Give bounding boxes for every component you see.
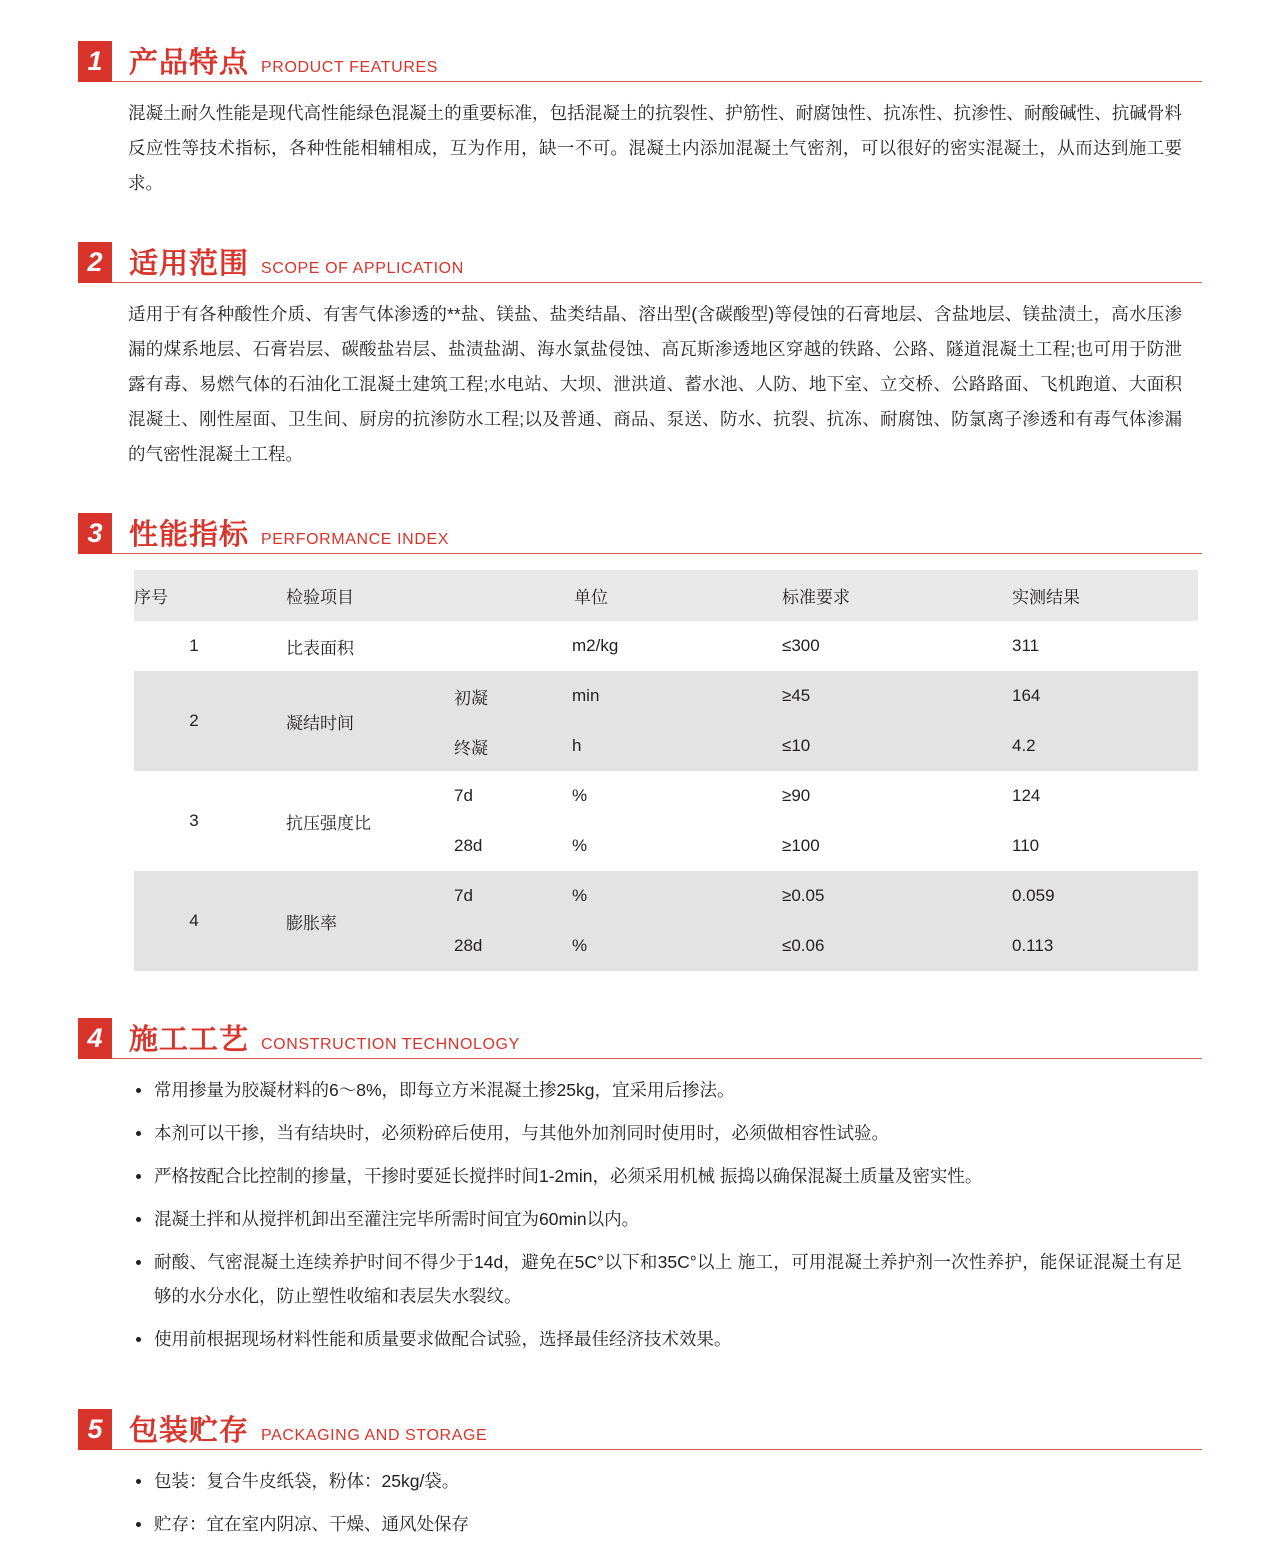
list-item: 包装：复合牛皮纸袋，粉体：25kg/袋。 <box>132 1464 1182 1498</box>
section-title-en: SCOPE OF APPLICATION <box>261 260 464 277</box>
cell-unit: % <box>572 821 782 871</box>
cell-result: 124 <box>1012 771 1198 821</box>
section-number-badge: 5 <box>78 1409 112 1450</box>
cell-sub-item: 终凝 <box>444 721 572 771</box>
cell-no: 3 <box>134 771 254 871</box>
cell-sub-item: 28d <box>444 821 572 871</box>
cell-standard: ≤10 <box>782 721 1012 771</box>
section-number-badge: 4 <box>78 1018 112 1059</box>
section-title-en: PRODUCT FEATURES <box>261 59 439 76</box>
scope-of-application-paragraph: 适用于有各种酸性介质、有害气体渗透的**盐、镁盐、盐类结晶、溶出型(含碳酸型)等侵蚀的石膏地层、含盐地层、镁盐渍土，高水压渗漏的煤系地层、石膏岩层、碳酸盐岩层、盐渍盐湖、海水氯盐侵蚀、高瓦斯渗透地区穿越的铁路、公路、隧道混凝土工程;也可用于防泄露有毒、易燃气体的石油化工混凝土建筑工程;水电站、大坝、泄洪道、蓄水池、人防、地下室、立交桥、公路路面、飞机跑道、大面积混凝土、刚性屋面、卫生间、厨房的抗渗防水工程;以及普通、商品、泵送、防水、抗裂、抗冻、耐腐蚀、防氯离子渗透和有毒气体渗漏的气密性混凝土工程。 <box>128 304 1182 464</box>
cell-unit: min <box>572 671 782 721</box>
packaging-and-storage-list <box>132 1464 1202 1541</box>
section-header-performance-index <box>78 506 1202 554</box>
section-header-scope-of-application <box>78 235 1202 283</box>
table-header-row <box>134 570 1198 621</box>
cell-no: 1 <box>134 621 254 671</box>
cell-item: 凝结时间 <box>254 671 444 771</box>
section-divider <box>112 1449 1202 1450</box>
section-title-en: PACKAGING AND STORAGE <box>261 1427 488 1444</box>
cell-item: 抗压强度比 <box>254 771 444 871</box>
list-item: 贮存：宜在室内阴凉、干燥、通风处保存 <box>132 1507 1182 1541</box>
section-title-en: PERFORMANCE INDEX <box>261 531 450 548</box>
cell-unit: % <box>572 871 782 921</box>
section-title-cn: 施工工艺 <box>129 1024 250 1056</box>
section-title-cn: 包装贮存 <box>129 1415 250 1447</box>
column-header-no: 序号 <box>134 570 254 621</box>
list-item: 常用掺量为胶凝材料的6～8%，即每立方米混凝土掺25kg，宜采用后掺法。 <box>132 1073 1182 1107</box>
list-item: 混凝土拌和从搅拌机卸出至灌注完毕所需时间宜为60min以内。 <box>132 1202 1182 1236</box>
column-header-unit: 单位 <box>572 570 782 621</box>
table-row <box>134 771 1198 821</box>
cell-standard: ≥45 <box>782 671 1012 721</box>
cell-unit: % <box>572 921 782 971</box>
cell-sub-item: 7d <box>444 871 572 921</box>
performance-table-wrapper <box>134 570 1202 971</box>
section-divider <box>112 553 1202 554</box>
section-number-badge: 3 <box>78 513 112 554</box>
cell-result: 110 <box>1012 821 1198 871</box>
cell-sub-item: 初凝 <box>444 671 572 721</box>
list-item: 本剂可以干掺，当有结块时，必须粉碎后使用，与其他外加剂同时使用时，必须做相容性试验。 <box>132 1116 1182 1150</box>
cell-item: 膨胀率 <box>254 871 444 971</box>
cell-unit: % <box>572 771 782 821</box>
section-number-badge: 2 <box>78 242 112 283</box>
section-header-construction-technology <box>78 1011 1202 1059</box>
table-row <box>134 671 1198 721</box>
cell-result: 4.2 <box>1012 721 1198 771</box>
cell-result: 311 <box>1012 621 1198 671</box>
cell-result: 0.059 <box>1012 871 1198 921</box>
section-title-cn: 适用范围 <box>129 248 250 280</box>
list-item: 使用前根据现场材料性能和质量要求做配合试验，选择最佳经济技术效果。 <box>132 1322 1182 1356</box>
section-divider <box>112 282 1202 283</box>
cell-unit: m2/kg <box>572 621 782 671</box>
column-header-standard: 标准要求 <box>782 570 1012 621</box>
product-features-paragraph: 混凝土耐久性能是现代高性能绿色混凝土的重要标准，包括混凝土的抗裂性、护筋性、耐腐蚀性、抗冻性、抗渗性、耐酸碱性、抗碱骨料反应性等技术指标，各种性能相辅相成，互为作用，缺一不可。混凝土内添加混凝土气密剂，可以很好的密实混凝土，从而达到施工要求。 <box>128 103 1182 193</box>
cell-no: 4 <box>134 871 254 971</box>
cell-unit: h <box>572 721 782 771</box>
cell-result: 0.113 <box>1012 921 1198 971</box>
section-title-cn: 产品特点 <box>129 47 250 79</box>
document-page <box>0 34 1280 1541</box>
section-header-packaging-and-storage <box>78 1402 1202 1450</box>
section-number-badge: 1 <box>78 41 112 82</box>
section-divider <box>112 1058 1202 1059</box>
cell-standard: ≥0.05 <box>782 871 1012 921</box>
section-title-en: CONSTRUCTION TECHNOLOGY <box>261 1036 520 1053</box>
construction-technology-list <box>132 1073 1202 1356</box>
list-item: 耐酸、气密混凝土连续养护时间不得少于14d，避免在5C°以下和35C°以上 施工，可用混凝土养护剂一次性养护，能保证混凝土有足够的水分水化，防止塑性收缩和表层失水裂纹。 <box>132 1245 1182 1313</box>
performance-index-table <box>134 570 1198 971</box>
cell-item: 比表面积 <box>254 621 444 671</box>
cell-standard: ≤0.06 <box>782 921 1012 971</box>
cell-result: 164 <box>1012 671 1198 721</box>
cell-sub-item: 7d <box>444 771 572 821</box>
table-row <box>134 621 1198 671</box>
cell-standard: ≥90 <box>782 771 1012 821</box>
section-divider <box>112 81 1202 82</box>
column-header-result: 实测结果 <box>1012 570 1198 621</box>
column-header-item: 检验项目 <box>254 570 572 621</box>
section-title-cn: 性能指标 <box>129 519 250 551</box>
section-header-product-features <box>78 34 1202 82</box>
table-body <box>134 621 1198 971</box>
cell-sub-item <box>444 621 572 671</box>
cell-no: 2 <box>134 671 254 771</box>
cell-standard: ≥100 <box>782 821 1012 871</box>
list-item: 严格按配合比控制的掺量，干掺时要延长搅拌时间1-2min，必须采用机械 振捣以确保混凝土质量及密实性。 <box>132 1159 1182 1193</box>
cell-standard: ≤300 <box>782 621 1012 671</box>
table-row <box>134 871 1198 921</box>
cell-sub-item: 28d <box>444 921 572 971</box>
